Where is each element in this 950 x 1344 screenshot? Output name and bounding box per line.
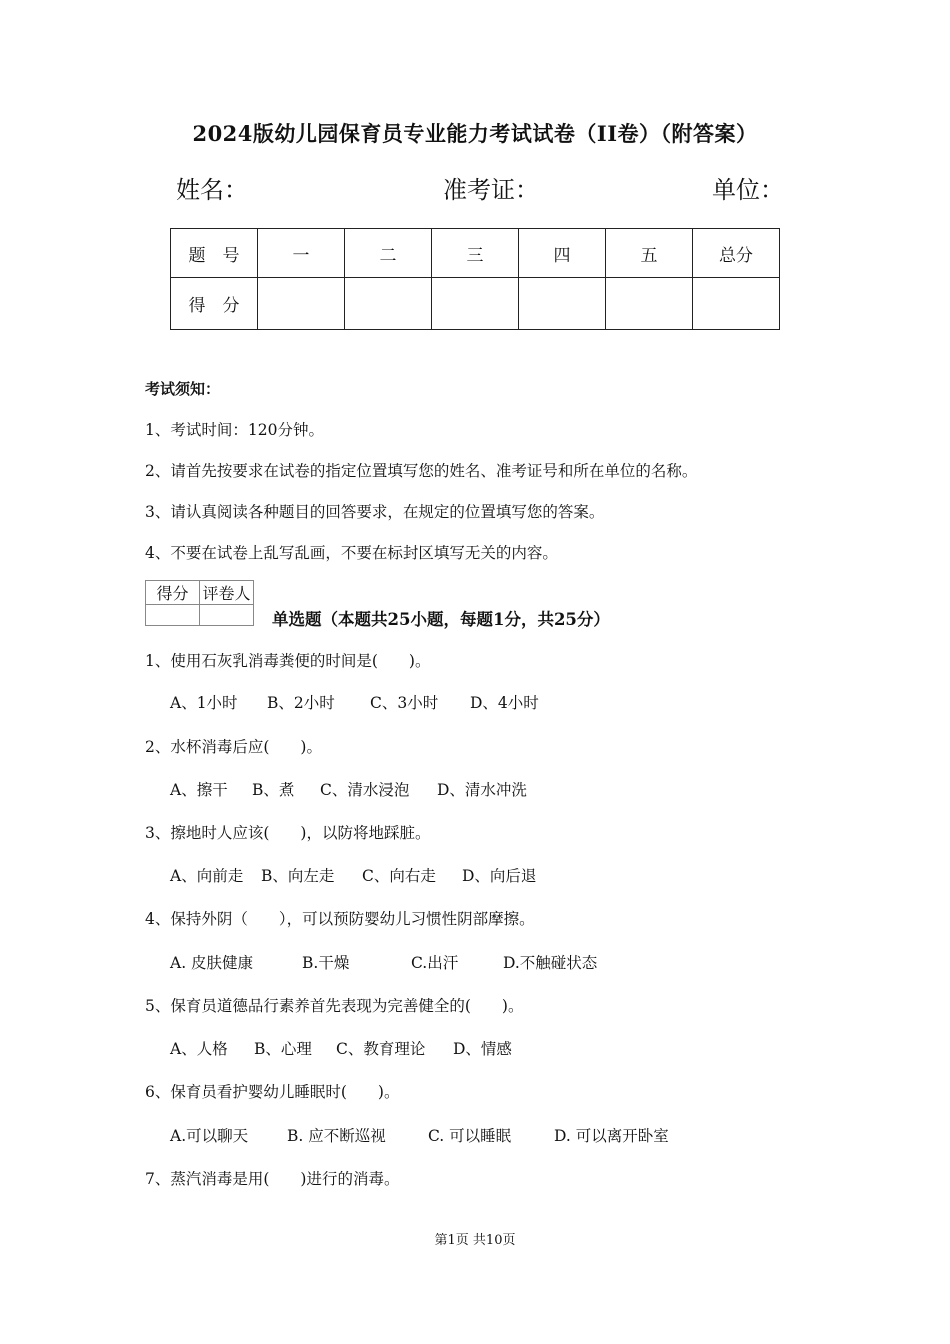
option: C、向右走 (362, 867, 436, 885)
option: D.不触碰状态 (503, 954, 598, 972)
notice-item: 3、请认真阅读各种题目的回答要求，在规定的位置填写您的答案。 (145, 503, 605, 521)
grader-score-cell[interactable] (146, 605, 200, 626)
option: B. 应不断巡视 (287, 1127, 386, 1145)
section-heading: 单选题（本题共25小题，每题1分，共25分） (272, 610, 610, 629)
option: A、1小时 (170, 694, 238, 712)
question-text: 1、使用石灰乳消毒粪便的时间是( )。 (145, 652, 431, 670)
notice-item: 2、请首先按要求在试卷的指定位置填写您的姓名、准考证号和所在单位的名称。 (145, 462, 698, 480)
option: C、清水浸泡 (320, 781, 410, 799)
option: A. 皮肤健康 (170, 954, 254, 972)
header-cell-1: 一 (258, 229, 345, 278)
option: B、煮 (252, 781, 295, 799)
notice-heading: 考试须知： (145, 380, 221, 398)
name-label: 姓名： (176, 176, 248, 204)
grader-reviewer-label: 评卷人 (200, 581, 254, 605)
option: A、人格 (170, 1040, 228, 1058)
exam-id-label: 准考证： (443, 176, 539, 204)
question-text: 7、蒸汽消毒是用( )进行的消毒。 (145, 1170, 400, 1188)
grader-box (145, 580, 254, 626)
option: B、2小时 (267, 694, 335, 712)
header-cell-5: 五 (606, 229, 693, 278)
header-cell-label: 题 号 (171, 229, 258, 278)
grader-score-label: 得分 (146, 581, 200, 605)
unit-label: 单位： (712, 176, 784, 204)
option: D、向后退 (462, 867, 537, 885)
score-cell[interactable] (432, 278, 519, 330)
notice-item: 4、不要在试卷上乱写乱画，不要在标封区填写无关的内容。 (145, 544, 558, 562)
question-text: 2、水杯消毒后应( )。 (145, 738, 322, 756)
header-cell-4: 四 (519, 229, 606, 278)
header-cell-total: 总分 (693, 229, 780, 278)
score-cell[interactable] (345, 278, 432, 330)
score-row-label: 得 分 (171, 278, 258, 330)
page-footer: 第1页 共10页 (434, 1233, 516, 1248)
option: B、心理 (254, 1040, 312, 1058)
option: C. 可以睡眠 (428, 1127, 512, 1145)
score-cell[interactable] (258, 278, 345, 330)
score-cell[interactable] (519, 278, 606, 330)
option: A、向前走 (170, 867, 244, 885)
option: D、4小时 (470, 694, 539, 712)
score-table (170, 228, 780, 330)
question-text: 4、保持外阴（ ），可以预防婴幼儿习惯性阴部摩擦。 (145, 910, 535, 928)
option: C.出汗 (411, 954, 459, 972)
option: A、擦干 (170, 781, 228, 799)
header-cell-3: 三 (432, 229, 519, 278)
option: A.可以聊天 (170, 1127, 249, 1145)
option: B、向左走 (261, 867, 335, 885)
question-text: 3、擦地时人应该( )，以防将地踩脏。 (145, 824, 431, 842)
score-cell-total[interactable] (693, 278, 780, 330)
score-cell[interactable] (606, 278, 693, 330)
header-cell-2: 二 (345, 229, 432, 278)
option: C、3小时 (370, 694, 439, 712)
page-title: 2024版幼儿园保育员专业能力考试试卷（II卷）（附答案） (192, 121, 758, 146)
option: D、情感 (453, 1040, 512, 1058)
score-table-header-row (171, 229, 780, 278)
option: D. 可以离开卧室 (554, 1127, 669, 1145)
option: B.干燥 (302, 954, 350, 972)
option: D、清水冲洗 (437, 781, 527, 799)
question-text: 6、保育员看护婴幼儿睡眠时( )。 (145, 1083, 400, 1101)
question-text: 5、保育员道德品行素养首先表现为完善健全的( )。 (145, 997, 524, 1015)
notice-item: 1、考试时间：120分钟。 (145, 421, 324, 439)
option: C、教育理论 (336, 1040, 426, 1058)
grader-reviewer-cell[interactable] (200, 605, 254, 626)
score-table-score-row (171, 278, 780, 330)
